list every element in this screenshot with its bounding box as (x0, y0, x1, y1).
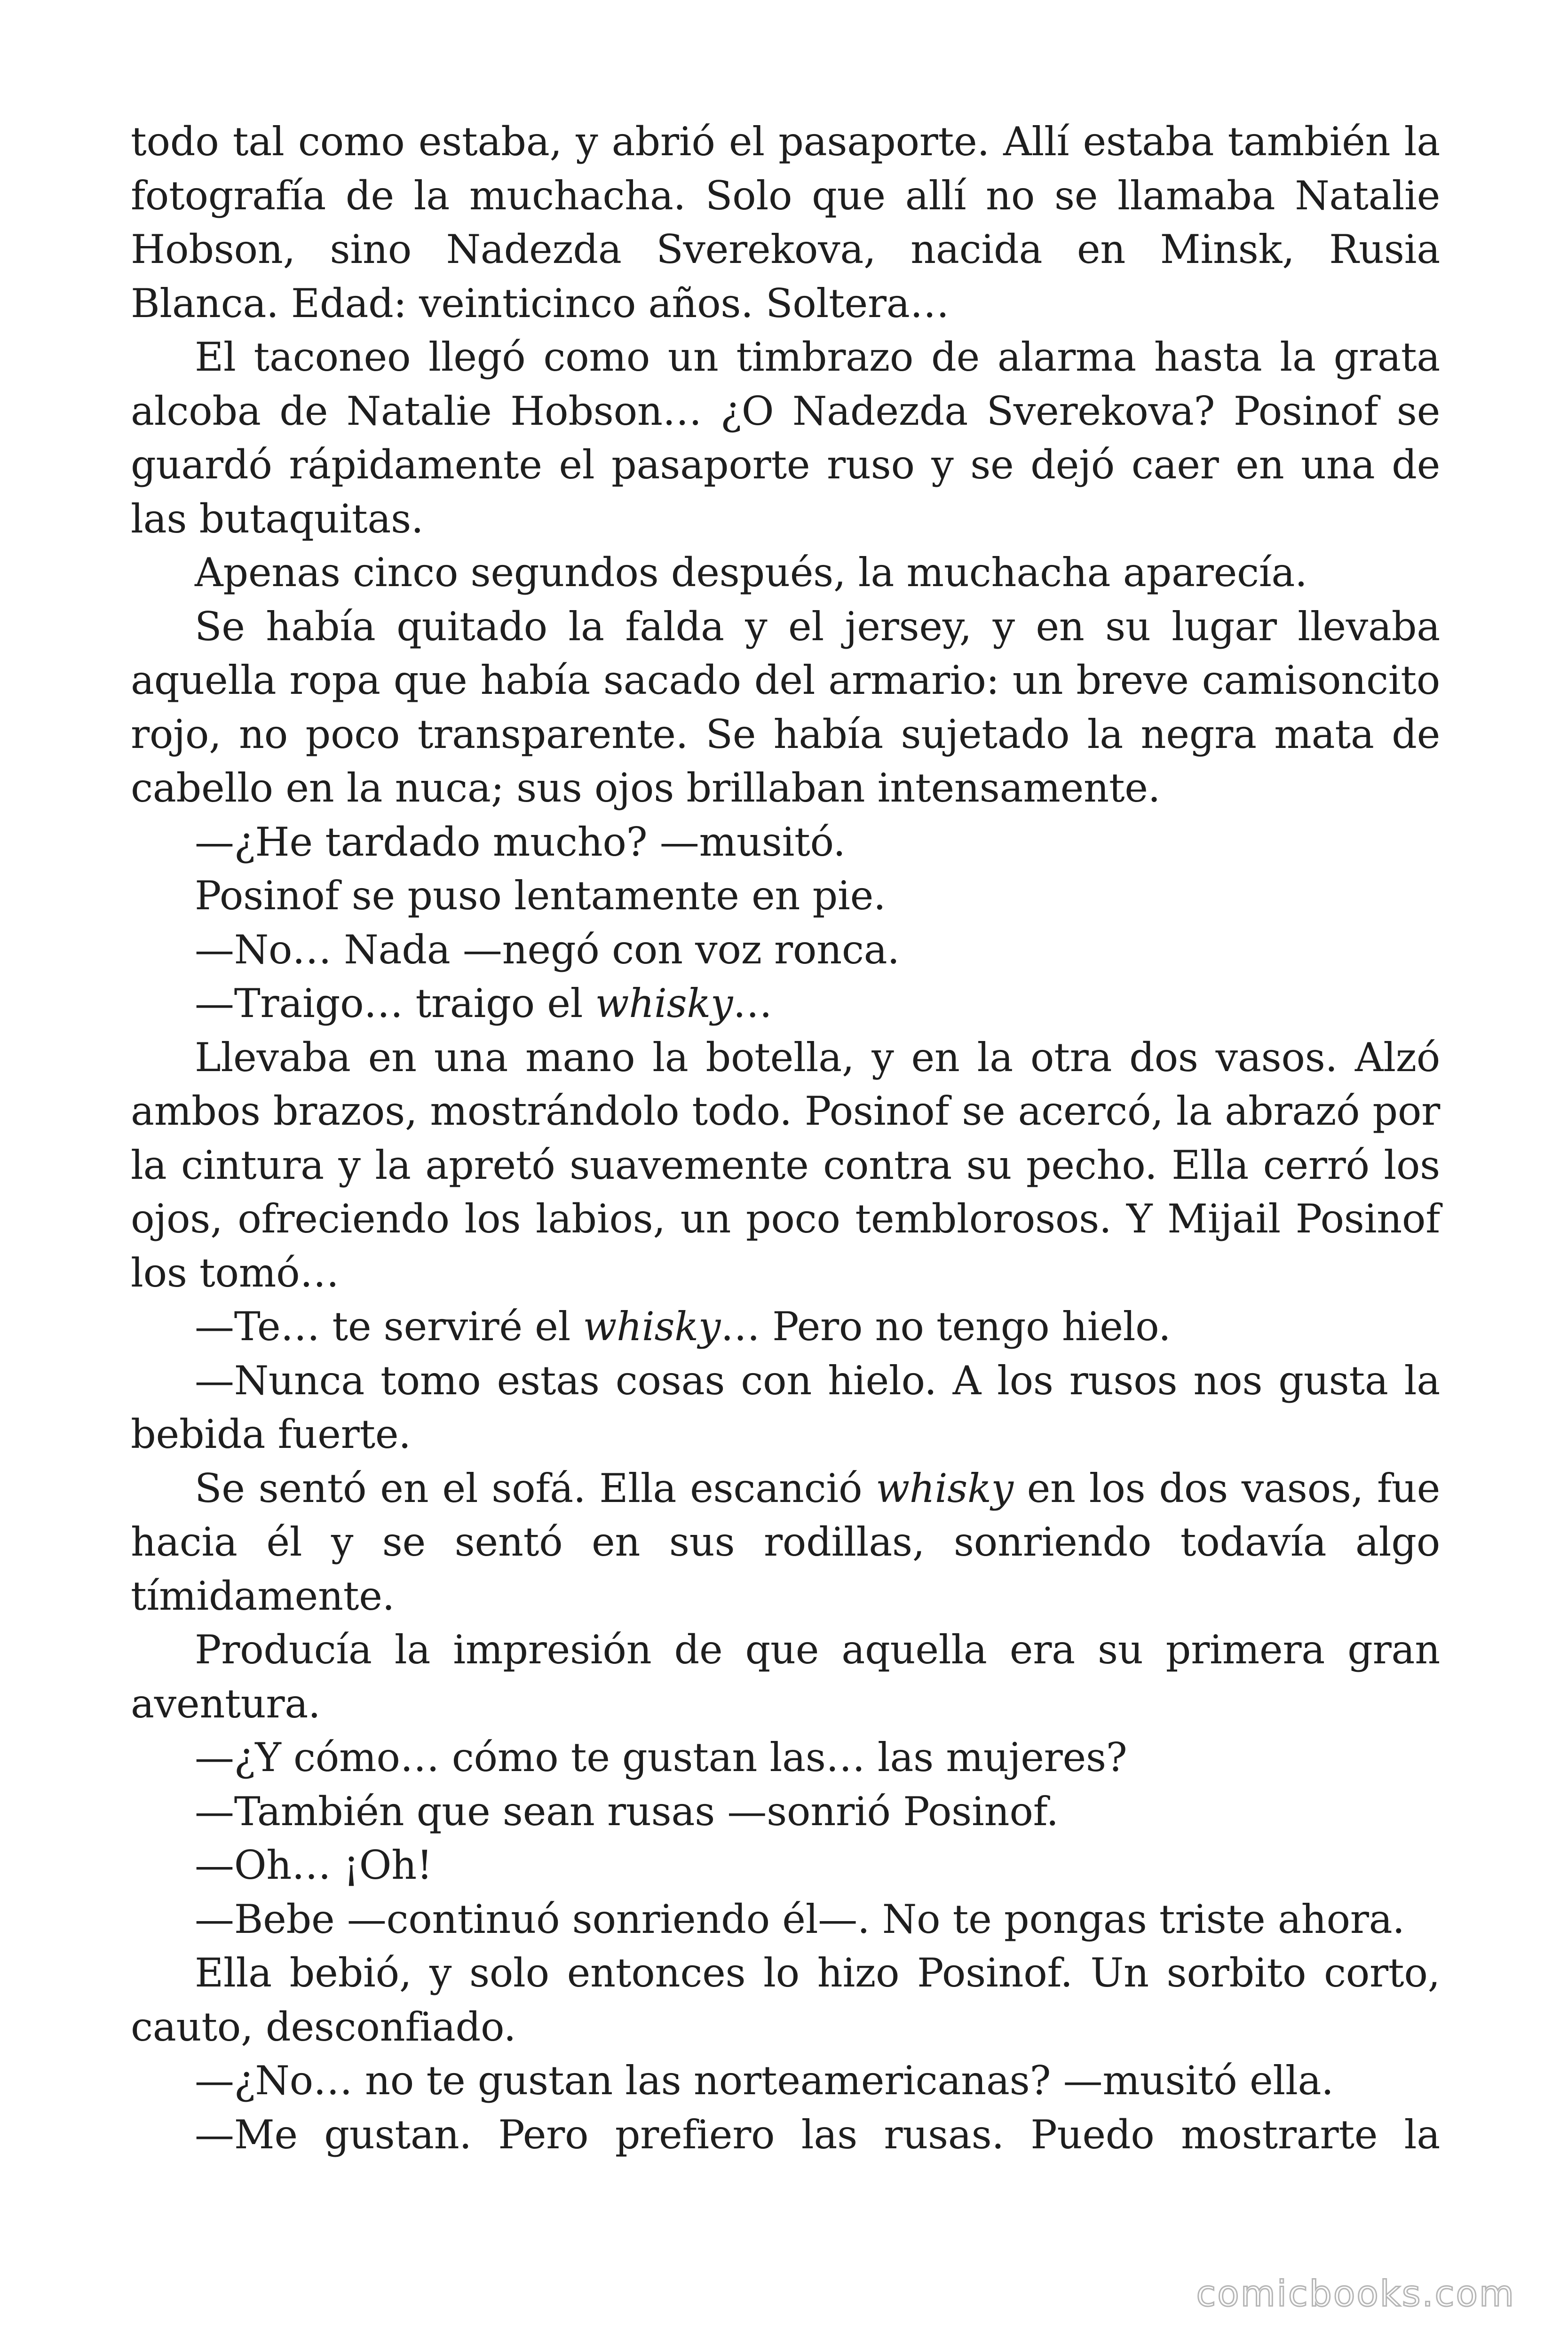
text-segment: Llevaba en una mano la botella, y en la otra dos vasos. Alzó ambos brazos, mostrándolo todo. Posinof se acercó, la abrazó por la cintura y la apretó suavemente contra su pecho. Ella cerró los ojos, ofreciendo los labios, un poco temblorosos. Y Mijail Posinof los tomó… (131, 1034, 1440, 1296)
text-segment: —También que sean rusas —sonrió Posinof. (195, 1788, 1059, 1835)
text-segment: —Nunca tomo estas cosas con hielo. A los rusos nos gusta la bebida fuerte. (131, 1357, 1440, 1457)
paragraph (131, 2108, 1440, 2162)
text-segment: —Traigo… traigo el (195, 980, 595, 1026)
text-segment: Se sentó en el sofá. Ella escanció (195, 1465, 876, 1511)
paragraph (131, 546, 1440, 600)
italic-text: whisky (583, 1303, 721, 1350)
paragraph (131, 869, 1440, 923)
text-segment: —¿Y cómo… cómo te gustan las… las mujeres? (195, 1734, 1127, 1780)
paragraph (131, 1731, 1440, 1785)
italic-text: whisky (876, 1465, 1014, 1511)
paragraph (131, 1892, 1440, 1947)
text-segment: —Bebe —continuó sonriendo él—. No te pongas triste ahora. (195, 1896, 1405, 1942)
text-segment: El taconeo llegó como un timbrazo de alarma hasta la grata alcoba de Natalie Hobson… ¿O Nadezda Sverekova? Posinof se guardó rápidamente el pasaporte ruso y se dejó caer en una de las butaquitas. (131, 334, 1440, 542)
book-page-text (131, 115, 1440, 2161)
text-segment: —Te… te serviré el (195, 1303, 583, 1350)
paragraph (131, 330, 1440, 546)
text-segment: —No… Nada —negó con voz ronca. (195, 926, 900, 973)
paragraph (131, 1300, 1440, 1354)
paragraph (131, 1785, 1440, 1839)
paragraph (131, 600, 1440, 815)
paragraph (131, 1031, 1440, 1300)
italic-text: whisky (595, 980, 733, 1026)
text-segment: —¿No… no te gustan las norteamericanas? —musitó ella. (195, 2058, 1334, 2104)
paragraph (131, 1462, 1440, 1623)
paragraph (131, 1623, 1440, 1731)
paragraph (131, 115, 1440, 330)
text-segment: Apenas cinco segundos después, la muchacha aparecía. (195, 549, 1307, 596)
text-segment: … Pero no tengo hielo. (721, 1303, 1171, 1350)
text-segment: Producía la impresión de que aquella era su primera gran aventura. (131, 1627, 1440, 1727)
text-segment: Ella bebió, y solo entonces lo hizo Posinof. Un sorbito corto, cauto, desconfiado. (131, 1950, 1440, 2050)
paragraph (131, 1838, 1440, 1892)
paragraph (131, 923, 1440, 977)
paragraph (131, 1354, 1440, 1462)
paragraph (131, 977, 1440, 1031)
text-segment: Se había quitado la falda y el jersey, y en su lugar llevaba aquella ropa que había sacado del armario: un breve camisoncito rojo, no poco transparente. Se había sujetado la negra mata de cabello en la nuca; sus ojos brillaban intensamente. (131, 603, 1440, 811)
watermark: comicbooks.com (1196, 2273, 1515, 2314)
text-segment: en los dos vasos, fue hacia él y se sentó en sus rodillas, sonriendo todavía algo tímidamente. (131, 1465, 1440, 1619)
text-segment: todo tal como estaba, y abrió el pasaporte. Allí estaba también la fotografía de la muchacha. Solo que allí no se llamaba Natalie Hobson, sino Nadezda Sverekova, nacida en Minsk, Rusia Blanca. Edad: veinticinco años. Soltera… (131, 119, 1440, 326)
paragraph (131, 1946, 1440, 2054)
text-segment: —¿He tardado mucho? —musitó. (195, 818, 846, 865)
text-segment: … (733, 980, 772, 1026)
paragraph (131, 815, 1440, 869)
text-segment: Posinof se puso lentamente en pie. (195, 873, 886, 919)
text-segment: —Me gustan. Pero prefiero las rusas. Puedo mostrarte la (195, 2111, 1440, 2158)
paragraph (131, 2054, 1440, 2108)
text-segment: —Oh… ¡Oh! (195, 1842, 433, 1888)
